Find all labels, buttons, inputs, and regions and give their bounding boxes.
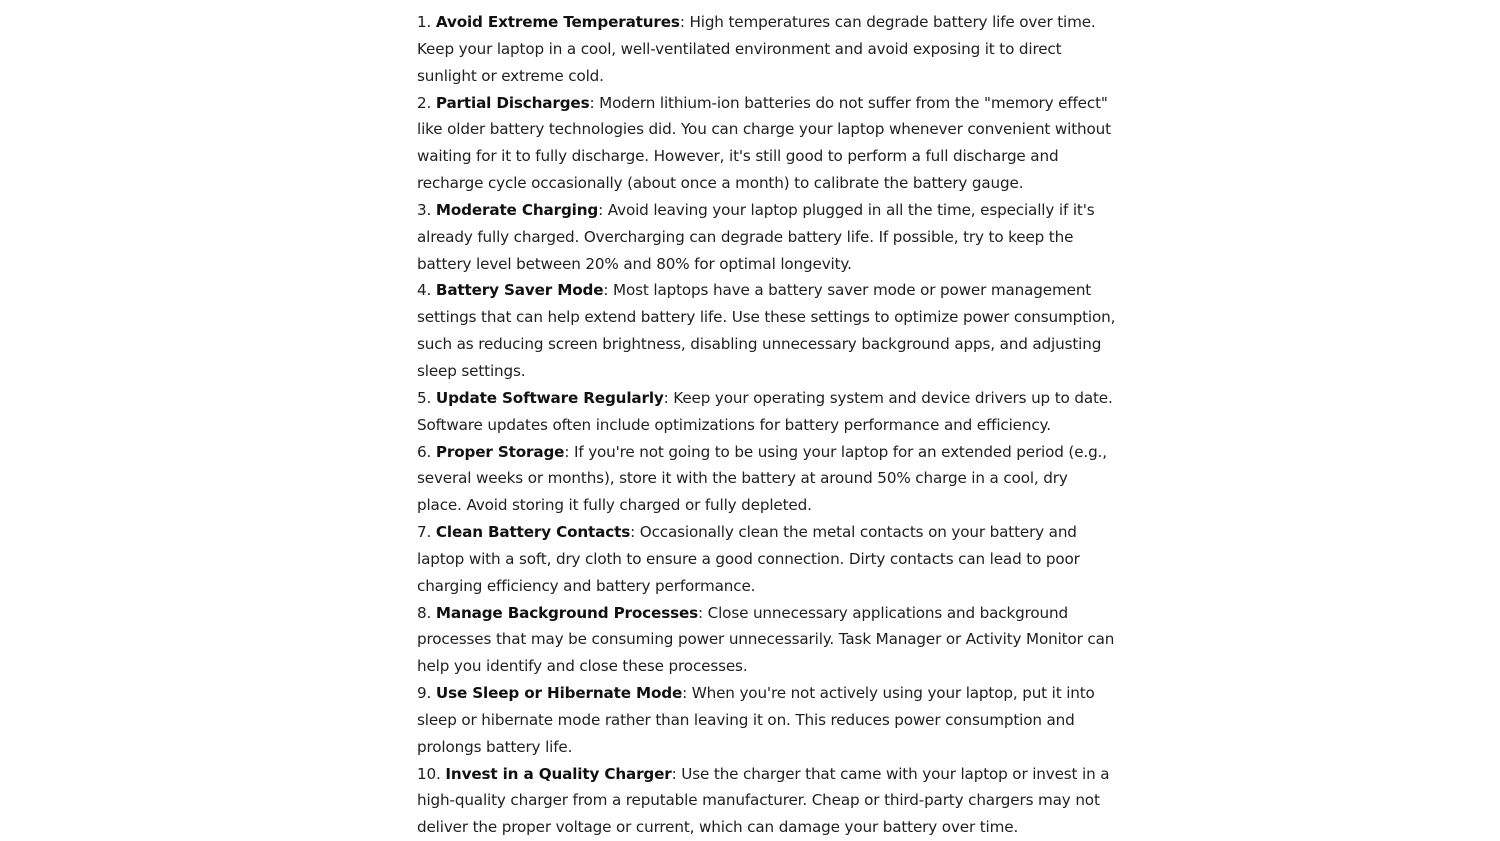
tip-text: : Use the charger that came with your laptop or invest in a high-quality charger from a reputable manufacturer. Cheap or third-party chargers may not deliver the proper voltage or current, which can damage your battery over time. [417, 764, 1110, 837]
tip-title: Proper Storage [435, 442, 565, 461]
tip-text: : If you're not going to be using your laptop for an extended period (e.g., several weeks or months), store it with the battery at around 50% charge in a cool, dry place. Avoid storing it fully charged or fully depleted. [417, 442, 1107, 515]
tip-text: : Keep your operating system and device drivers up to date. Software updates often include optimizations for battery performance and efficiency. [417, 388, 1113, 434]
tip-item [417, 385, 1117, 439]
tip-item [417, 680, 1117, 761]
tip-item [417, 90, 1117, 197]
tip-text: : Modern lithium-ion batteries do not suffer from the "memory effect" like older battery technologies did. You can charge your laptop whenever convenient without waiting for it to fully discharge. However, it's still good to perform a full discharge and recharge cycle occasionally (about once a month) to calibrate the battery gauge. [417, 93, 1111, 193]
tip-number: 2. [417, 93, 432, 112]
tip-title: Avoid Extreme Temperatures [435, 13, 680, 31]
tip-title: Manage Background Processes [435, 603, 699, 622]
tip-number: 6. [417, 442, 432, 461]
tip-item [417, 197, 1117, 278]
tip-title: Use Sleep or Hibernate Mode [435, 684, 683, 703]
tip-title: Clean Battery Contacts [435, 523, 631, 542]
tip-number: 9. [417, 684, 432, 703]
tip-item [417, 519, 1117, 600]
tip-text: : Close unnecessary applications and background processes that may be consuming power unnecessarily. Task Manager or Activity Monitor can help you identify and close these processes. [417, 603, 1115, 676]
tip-number: 5. [417, 388, 432, 407]
tip-number: 7. [417, 523, 432, 542]
tip-item [417, 9, 1117, 90]
tip-item [417, 761, 1117, 841]
tip-text: : High temperatures can degrade battery life over time. Keep your laptop in a cool, well-ventilated environment and avoid exposing it to direct sunlight or extreme cold. [417, 13, 1096, 85]
tip-number: 4. [417, 281, 432, 300]
tip-item [417, 600, 1117, 681]
tip-number: 8. [417, 603, 432, 622]
tip-title: Moderate Charging [435, 200, 599, 219]
tip-text: : Most laptops have a battery saver mode or power management settings that can help extend battery life. Use these settings to optimize power consumption, such as reducing screen brightness, disabling unnecessary background apps, and adjusting sleep settings. [417, 281, 1116, 380]
tip-text: : When you're not actively using your laptop, put it into sleep or hibernate mode rather than leaving it on. This reduces power consumption and prolongs battery life. [417, 684, 1095, 756]
tip-number: 1. [417, 13, 432, 31]
tip-title: Invest in a Quality Charger [445, 764, 672, 783]
tip-title: Battery Saver Mode [435, 281, 604, 300]
tip-number: 10. [417, 764, 441, 783]
tip-text: : Occasionally clean the metal contacts on your battery and laptop with a soft, dry cloth to ensure a good connection. Dirty contacts can lead to poor charging efficiency and battery performance. [417, 523, 1080, 595]
tip-item [417, 439, 1117, 520]
tip-item [417, 277, 1117, 384]
tip-text: : Avoid leaving your laptop plugged in all the time, especially if it's already fully charged. Overcharging can degrade battery life. If possible, try to keep the battery level between 20% and 80% for optimal longevity. [417, 200, 1095, 273]
tip-number: 3. [417, 200, 432, 219]
tip-title: Update Software Regularly [435, 388, 664, 407]
tip-title: Partial Discharges [435, 93, 590, 112]
battery-tips-list [417, 9, 1117, 841]
